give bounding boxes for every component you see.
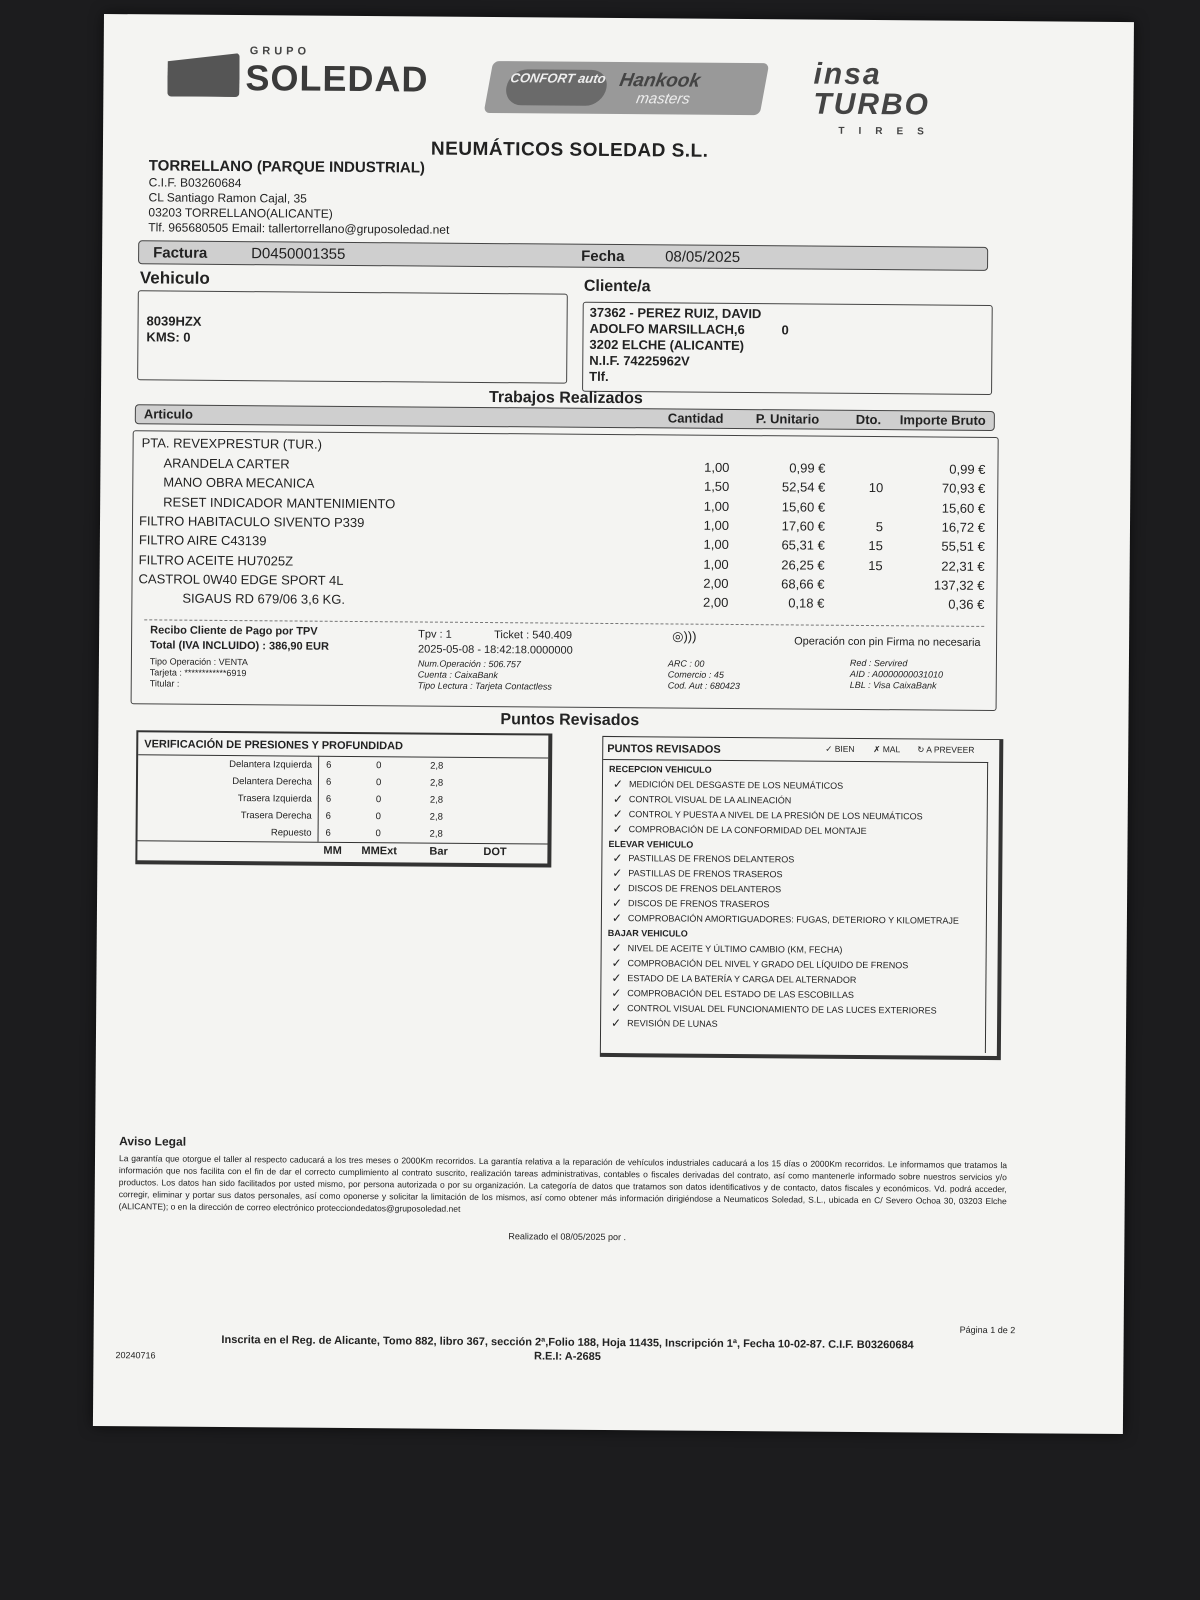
tpv-cod-aut: Cod. Aut : 680423 bbox=[667, 680, 741, 692]
pressure-bar: 2,8 bbox=[429, 777, 444, 789]
tpv-aid: AID : A0000000031010 bbox=[849, 668, 944, 680]
item-description: FILTRO AIRE C43139 bbox=[138, 532, 267, 549]
pressure-row bbox=[138, 792, 538, 811]
col-cantidad: Cantidad bbox=[667, 410, 724, 426]
tpv-lbl: LBL : Visa CaixaBank bbox=[849, 679, 937, 691]
hankook-logo: Hankook bbox=[617, 70, 702, 92]
check-item-label: CONTROL VISUAL DEL FUNCIONAMIENTO DE LAS LUCES EXTERIORES bbox=[627, 1002, 937, 1016]
logo-grupo-text: GRUPO bbox=[249, 45, 311, 58]
tpv-arc: ARC : 00 bbox=[667, 658, 705, 669]
legal-title: Aviso Legal bbox=[119, 1134, 187, 1149]
points-section-title: ELEVAR VEHICULO bbox=[608, 838, 694, 850]
vehicle-kms: KMS: 0 bbox=[146, 329, 191, 345]
client-phone: Tlf. bbox=[589, 368, 609, 384]
pressure-mmext: 0 bbox=[375, 811, 382, 823]
item-unit-price: 52,54 € bbox=[781, 479, 826, 495]
tpv-datetime: 2025-05-08 - 18:42:18.0000000 bbox=[417, 643, 573, 657]
legend-mal-label: MAL bbox=[882, 744, 901, 755]
invoice-paper bbox=[93, 14, 1134, 1434]
tpv-ticket: Ticket : 540.409 bbox=[494, 629, 573, 642]
item-group-label: PTA. REVEXPRESTUR (TUR.) bbox=[141, 435, 323, 452]
insa-text: insa bbox=[813, 57, 882, 92]
tpv-recibo: Recibo Cliente de Pago por TPV bbox=[150, 624, 318, 638]
turbo-text: TURBO bbox=[813, 87, 931, 122]
tpv-operacion-pin: Operación con pin Firma no necesaria bbox=[794, 635, 981, 649]
item-total: 16,72 € bbox=[941, 519, 986, 535]
rei-text: R.E.I: A-2685 bbox=[534, 1350, 601, 1363]
check-icon: ✓ bbox=[611, 985, 622, 1000]
item-unit-price: 15,60 € bbox=[781, 498, 826, 515]
item-total: 55,51 € bbox=[941, 538, 985, 555]
check-icon: ✓ bbox=[612, 881, 623, 896]
tpv-cuenta: Cuenta : CaixaBank bbox=[417, 669, 498, 681]
tpv-red: Red : Servired bbox=[849, 657, 908, 669]
legend-bien-label: BIEN bbox=[834, 743, 855, 754]
check-item-label: MEDICIÓN DEL DESGASTE DE LOS NEUMÁTICOS bbox=[628, 778, 844, 791]
pressure-row bbox=[138, 758, 538, 777]
client-box bbox=[582, 302, 993, 395]
check-icon: ✓ bbox=[612, 866, 623, 881]
vehicle-box bbox=[137, 290, 568, 383]
items-header bbox=[135, 404, 995, 431]
pressure-label: Trasera Derecha bbox=[240, 810, 312, 822]
vehicle-plate: 8039HZX bbox=[146, 313, 202, 329]
item-total: 137,32 € bbox=[933, 577, 985, 593]
item-quantity: 1,50 bbox=[703, 479, 730, 495]
invoice-bar bbox=[138, 240, 988, 271]
points-header: PUNTOS REVISADOS bbox=[607, 742, 721, 756]
item-total: 15,60 € bbox=[941, 500, 986, 516]
check-item-label: NIVEL DE ACEITE Y ÚLTIMO CAMBIO (KM, FECHA) bbox=[627, 942, 843, 955]
item-unit-price: 0,99 € bbox=[789, 460, 826, 476]
check-icon: ✓ bbox=[611, 1000, 622, 1015]
grupo-soledad-logo bbox=[167, 45, 435, 105]
item-description: CASTROL 0W40 EDGE SPORT 4L bbox=[138, 571, 344, 588]
tpv-num-operacion: Num.Operación : 506.757 bbox=[417, 658, 522, 670]
items-box bbox=[131, 430, 999, 711]
branch-name: TORRELLANO (PARQUE INDUSTRIAL) bbox=[148, 157, 425, 177]
fecha-label: Fecha bbox=[581, 247, 625, 266]
fecha-value: 08/05/2025 bbox=[665, 248, 741, 267]
points-section-title: RECEPCION VEHICULO bbox=[609, 763, 712, 775]
pressures-header: VERIFICACIÓN DE PRESIONES Y PROFUNDIDAD bbox=[144, 738, 404, 753]
check-icon: ✓ bbox=[611, 955, 622, 970]
legend-bien bbox=[825, 744, 854, 755]
col-importe: Importe Bruto bbox=[899, 412, 986, 428]
check-icon: ✓ bbox=[612, 851, 623, 866]
eagle-logo-icon bbox=[167, 53, 239, 98]
check-item-label: ESTADO DE LA BATERÍA Y CARGA DEL ALTERNADOR bbox=[627, 972, 857, 985]
tpv-comercio: Comercio : 45 bbox=[667, 669, 724, 680]
registry-text: Inscrita en el Reg. de Alicante, Tomo 882, libro 367, sección 2ª,Folio 188, Hoja 11435, Inscripción 1ª, Fecha 10-02-87. C.I.F. B03260684 bbox=[221, 1333, 914, 1352]
item-quantity: 1,00 bbox=[703, 536, 729, 553]
item-unit-price: 26,25 € bbox=[781, 556, 825, 573]
cross-icon: ✗ bbox=[873, 744, 881, 755]
item-unit-price: 0,18 € bbox=[788, 595, 825, 611]
tpv-tarjeta: Tarjeta : ************6919 bbox=[149, 667, 247, 679]
pressure-row bbox=[138, 775, 538, 794]
item-total: 22,31 € bbox=[941, 558, 985, 574]
item-quantity: 2,00 bbox=[703, 575, 729, 591]
pressure-mmext: 0 bbox=[375, 828, 381, 840]
item-quantity: 1,00 bbox=[703, 517, 730, 533]
check-icon: ✓ bbox=[611, 940, 622, 955]
check-icon: ✓ bbox=[611, 970, 622, 985]
document-code: 20240716 bbox=[115, 1350, 156, 1361]
col-dot: DOT bbox=[483, 846, 507, 859]
confort-hankook-logo bbox=[484, 61, 770, 115]
pressure-bar: 2,8 bbox=[429, 828, 443, 840]
logo-soledad-text: SOLEDAD bbox=[245, 57, 429, 100]
confort-auto-logo: CONFORT auto bbox=[503, 69, 610, 106]
check-icon: ✓ bbox=[825, 743, 833, 754]
tpv-total: Total (IVA INCLUIDO) : 386,90 EUR bbox=[149, 639, 329, 653]
pressure-row bbox=[138, 809, 538, 828]
legend-mal bbox=[873, 744, 900, 755]
factura-number: D0450001355 bbox=[251, 245, 346, 263]
item-description: FILTRO ACEITE HU7025Z bbox=[138, 551, 294, 569]
pressure-bar: 2,8 bbox=[429, 811, 443, 823]
item-unit-price: 65,31 € bbox=[781, 537, 825, 553]
check-item-label: COMPROBACIÓN DE LA CONFORMIDAD DEL MONTAJE bbox=[628, 823, 867, 836]
pressure-mm: 6 bbox=[325, 810, 332, 822]
item-description: FILTRO HABITACULO SIVENTO P339 bbox=[138, 513, 365, 530]
client-street-extra: 0 bbox=[781, 322, 789, 338]
company-name: NEUMÁTICOS SOLEDAD S.L. bbox=[430, 138, 709, 162]
check-icon: ✓ bbox=[612, 806, 623, 821]
col-bar: Bar bbox=[429, 845, 448, 858]
legend-prever-label: A PREVEER bbox=[926, 744, 975, 755]
points-section-title: BAJAR VEHICULO bbox=[607, 928, 688, 939]
legend-prever bbox=[917, 744, 974, 755]
item-unit-price: 17,60 € bbox=[781, 518, 826, 534]
item-discount: 15 bbox=[868, 538, 883, 554]
item-quantity: 2,00 bbox=[703, 594, 729, 611]
client-title: Cliente/a bbox=[583, 277, 651, 296]
company-street: CL Santiago Ramon Cajal, 35 bbox=[148, 190, 307, 206]
masters-logo: masters bbox=[634, 90, 692, 108]
pressure-bar: 2,8 bbox=[429, 794, 444, 806]
item-total: 0,99 € bbox=[949, 461, 986, 477]
check-icon: ✓ bbox=[611, 1015, 622, 1030]
tpv-number: Tpv : 1 bbox=[418, 628, 452, 641]
col-dto: Dto. bbox=[855, 411, 882, 428]
check-item-label: PASTILLAS DE FRENOS DELANTEROS bbox=[628, 853, 795, 865]
check-icon: ✓ bbox=[612, 821, 623, 836]
company-contact: Tlf. 965680505 Email: tallertorrellano@gruposoledad.net bbox=[148, 220, 450, 237]
tpv-titular: Titular : bbox=[149, 678, 180, 689]
pressure-label: Delantera Derecha bbox=[232, 776, 313, 788]
check-icon: ✓ bbox=[612, 776, 624, 791]
pressure-mm: 6 bbox=[325, 776, 332, 788]
col-articulo: Articulo bbox=[143, 406, 194, 422]
col-unitario: P. Unitario bbox=[755, 411, 820, 427]
check-icon: ✓ bbox=[612, 791, 623, 806]
realizado-text: Realizado el 08/05/2025 por . bbox=[508, 1231, 627, 1243]
client-city: 3202 ELCHE (ALICANTE) bbox=[589, 336, 745, 354]
item-discount: 10 bbox=[868, 480, 884, 496]
pressure-label: Repuesto bbox=[270, 827, 312, 839]
company-city: 03203 TORRELLANO(ALICANTE) bbox=[148, 205, 333, 221]
points-box bbox=[600, 736, 1004, 1060]
item-total: 70,93 € bbox=[941, 480, 986, 497]
check-item-label: DISCOS DE FRENOS DELANTEROS bbox=[628, 883, 782, 895]
check-item-label: DISCOS DE FRENOS TRASEROS bbox=[627, 898, 770, 910]
insa-turbo-logo bbox=[813, 57, 964, 141]
item-unit-price: 68,66 € bbox=[781, 576, 825, 592]
tpv-tipo-lectura: Tipo Lectura : Tarjeta Contactless bbox=[417, 680, 552, 692]
item-description: MANO OBRA MECANICA bbox=[163, 474, 315, 491]
client-name: 37362 - PEREZ RUIZ, DAVID bbox=[589, 304, 762, 322]
tpv-receipt bbox=[144, 619, 985, 701]
company-address bbox=[148, 156, 450, 237]
check-item bbox=[601, 1015, 981, 1036]
check-item-label: CONTROL Y PUESTA A NIVEL DE LA PRESIÓN DE LOS NEUMÁTICOS bbox=[628, 808, 923, 822]
factura-label: Factura bbox=[153, 244, 208, 262]
tires-text: TIRES bbox=[838, 125, 938, 138]
item-quantity: 1,00 bbox=[703, 498, 730, 514]
pressure-mm: 6 bbox=[325, 827, 331, 839]
col-mmext: MMExt bbox=[361, 845, 397, 858]
item-description: RESET INDICADOR MANTENIMIENTO bbox=[163, 494, 396, 511]
pressure-label: Delantera Izquierda bbox=[229, 759, 313, 771]
client-street: ADOLFO MARSILLACH,6 bbox=[589, 320, 745, 338]
contactless-icon: ◎))) bbox=[672, 628, 697, 644]
pressure-mm: 6 bbox=[326, 759, 332, 771]
company-cif: C.I.F. B03260684 bbox=[148, 175, 242, 191]
tpv-tipo-operacion: Tipo Operación : VENTA bbox=[149, 656, 249, 668]
item-discount: 5 bbox=[875, 518, 884, 535]
col-mm: MM bbox=[323, 844, 342, 857]
pressure-mmext: 0 bbox=[375, 794, 382, 806]
page-number: Página 1 de 2 bbox=[959, 1324, 1016, 1336]
client-nif: N.I.F. 74225962V bbox=[589, 352, 690, 369]
pressure-mmext: 0 bbox=[375, 777, 382, 789]
pressure-mm: 6 bbox=[325, 793, 332, 805]
item-quantity: 1,00 bbox=[704, 459, 730, 475]
legal-text: La garantía que otorgue el taller al respecto caducará a los tres meses o 2000Km recorridos. La garantía relativa a la reparación de vehículos industriales caducará a los 15 días o 2000Km recorridos. Le informamos que tratamos la información que nos facilita con el fin de dar el correcto cumplimiento al contrato suscrito, realización tareas administrativas, contables o fiscales derivadas del contrato, así como mantenerle informado sobre nuestros servicios y/o productos. Los datos han sido facilitados por usted mismo, por persona autorizada o por su organización. La categoría de datos que tratamos son datos identificativos y de contacto, datos fiscales y económicos. Vd. podrá acceder, corregir, eliminar y portar sus datos personales, así como oponerse y solicitar la limitación de los mismos, así como obtener más información dirigiéndose a Neumaticos Soledad, S.L., ubicada en C/ Severo Ochoa 30, 03203 Elche (ALICANTE); o en la dirección de correo electrónico protecciondedatos@gruposoledad.net bbox=[118, 1153, 1008, 1214]
check-icon: ✓ bbox=[611, 896, 623, 911]
item-total: 0,36 € bbox=[948, 596, 985, 613]
pressures-box bbox=[135, 730, 552, 867]
works-title: Trabajos Realizados bbox=[488, 389, 643, 408]
registry-footer bbox=[207, 1333, 927, 1367]
revision-title: Puntos Revisados bbox=[500, 711, 640, 730]
check-item-label: COMPROBACIÓN DEL ESTADO DE LAS ESCOBILLAS bbox=[627, 987, 854, 1000]
item-discount: 15 bbox=[868, 557, 883, 573]
check-item-label: CONTROL VISUAL DE LA ALINEACIÓN bbox=[628, 793, 792, 806]
vehicle-title: Vehiculo bbox=[139, 268, 210, 288]
item-description: ARANDELA CARTER bbox=[163, 455, 290, 472]
points-list bbox=[601, 759, 988, 1053]
check-item-label: PASTILLAS DE FRENOS TRASEROS bbox=[628, 868, 783, 880]
check-item-label: REVISIÓN DE LUNAS bbox=[627, 1017, 718, 1029]
check-item-label: COMPROBACIÓN DEL NIVEL Y GRADO DEL LÍQUIDO DE FRENOS bbox=[627, 957, 909, 971]
refresh-icon: ↻ bbox=[917, 744, 925, 755]
pressure-label: Trasera Izquierda bbox=[237, 793, 312, 805]
check-icon: ✓ bbox=[611, 911, 623, 926]
item-quantity: 1,00 bbox=[703, 556, 729, 572]
pressure-bar: 2,8 bbox=[430, 760, 444, 772]
pressure-mmext: 0 bbox=[376, 760, 382, 772]
check-item-label: COMPROBACIÓN AMORTIGUADORES: FUGAS, DETERIORO Y KILOMETRAJE bbox=[627, 913, 960, 926]
item-description: SIGAUS RD 679/06 3,6 KG. bbox=[182, 590, 346, 608]
